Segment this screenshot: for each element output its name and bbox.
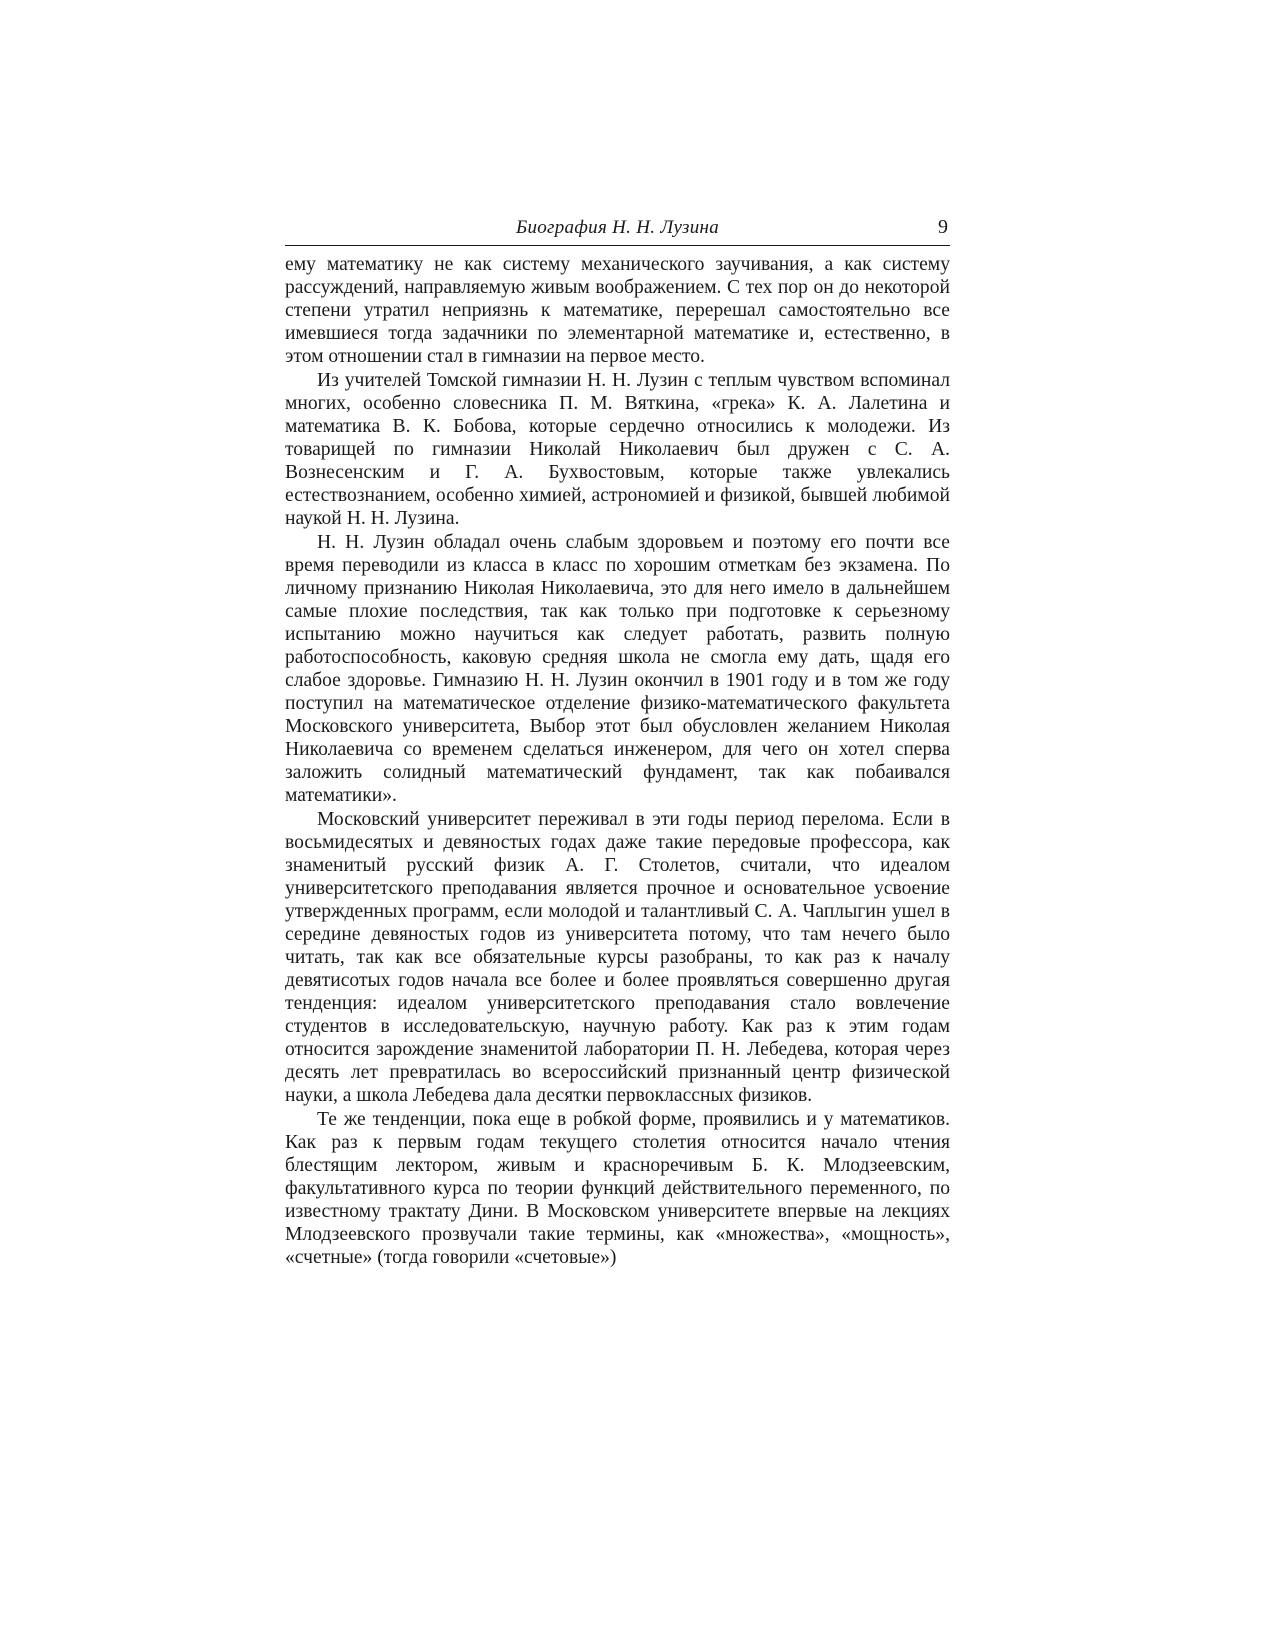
body-text [285,253,950,1269]
running-header [285,215,950,246]
paragraph-5: Те же тенденции, пока еще в робкой форме, проявились и у математиков. Как раз к первым годам текущего столетия относится начало чтения блестящим лектором, живым и красноречивым Б. К. Млодзеевским, факультативного курса по теории функций действительного переменного, по известному трактату Дини. В Московском университете впервые на лекциях Млодзеевского прозвучали такие термины, как «множества», «мощность», «счетные» (тогда говорили «счетовые») [285,1109,950,1268]
paragraph-1: ему математику не как систему механического заучивания, а как систему рассуждений, направляемую живым воображением. С тех пор он до некоторой степени утратил неприязнь к математике, перерешал самостоятельно все имевшиеся тогда задачники по элементарной математике и, естественно, в этом отношении стал в гимназии на первое место. [285,254,950,367]
paragraph-3: Н. Н. Лузин обладал очень слабым здоровьем и поэтому его почти все время переводили из класса в класс по хорошим отметкам без экзамена. По личному признанию Николая Николаевича, это для него имело в дальнейшем самые плохие последствия, так как только при подготовке к серьезному испытанию можно научиться как следует работать, развить полную работоспособность, каковую средняя школа не смогла ему дать, щадя его слабое здоровье. Гимназию Н. Н. Лузин окончил в 1901 году и в том же году поступил на математическое отделение физико-математического факультета Московского университета, Выбор этот был обусловлен желанием Николая Николаевича со временем сделаться инженером, для чего он хотел сперва заложить солидный математический фундамент, так как побаивался математики». [285,532,950,806]
page-number: 9 [938,216,948,238]
running-title: Биография Н. Н. Лузина [515,217,720,238]
book-page [285,215,950,1269]
paragraph-4: Московский университет переживал в эти годы период перелома. Если в восьмидесятых и девяностых годах даже такие передовые профессора, как знаменитый русский физик А. Г. Столетов, считали, что идеалом университетского преподавания является прочное и основательное усвоение утвержденных программ, если молодой и талантливый С. А. Чаплыгин ушел в середине девяностых годов из университета потому, что там нечего было читать, так как все обязательные курсы разобраны, то как раз к началу девятисотых годов начала все более и более проявляться совершенно другая тенденция: идеалом университетского преподавания стало вовлечение студентов в исследовательскую, научную работу. Как раз к этим годам относится зарождение знаменитой лаборатории П. Н. Лебедева, которая через десять лет превратилась во всероссийский признанный центр физической науки, а школа Лебедева дала десятки первоклассных физиков. [285,809,950,1106]
paragraph-2: Из учителей Томской гимназии Н. Н. Лузин с теплым чувством вспоминал многих, особенно словесника П. М. Вяткина, «грека» К. А. Лалетина и математика В. К. Бобова, которые сердечно относились к молодежи. Из товарищей по гимназии Николай Николаевич был дружен с С. А. Вознесенским и Г. А. Бухвостовым, которые также увлекались естествознанием, особенно химией, астрономией и физикой, бывшей любимой наукой Н. Н. Лузина. [285,370,950,529]
